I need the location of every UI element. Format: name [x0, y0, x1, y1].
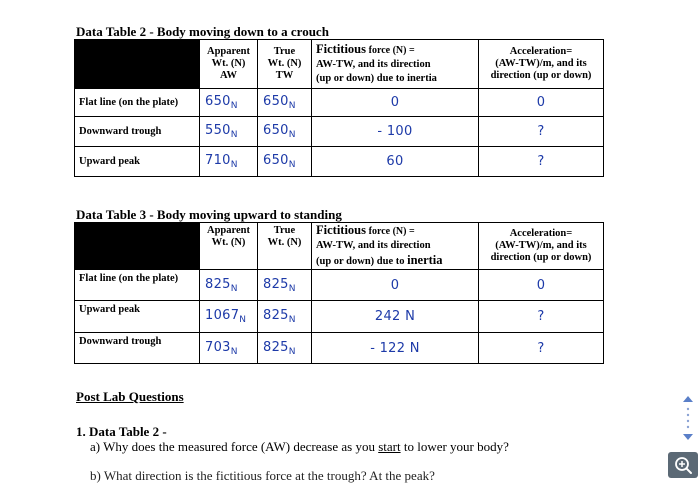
magnifier-icon	[668, 452, 698, 478]
aw-cell: $1067_N$	[200, 301, 258, 333]
post-lab-heading: Post Lab Questions	[76, 389, 184, 404]
table2-header-acceleration: Acceleration= (AW-TW)/m, and its direction (up or down)	[479, 40, 604, 89]
question-1a: a) Why does the measured force (AW) decrease as you start to lower your body?	[90, 439, 509, 454]
table-row	[75, 117, 604, 147]
table-row	[75, 147, 604, 177]
acceleration-cell: 0	[479, 89, 604, 117]
acceleration-cell: ?	[479, 117, 604, 147]
acceleration-cell: ?	[479, 147, 604, 177]
tw-cell: $825_N$	[258, 333, 312, 364]
tw-cell: $650_N$	[258, 89, 312, 117]
tw-cell: $650_N$	[258, 147, 312, 177]
question-1-title: 1. Data Table 2 -	[76, 424, 167, 439]
table2-title: Data Table 2 - Body moving down to a crouch	[76, 24, 329, 39]
table3-header-acceleration: Acceleration= (AW-TW)/m, and its direction (up or down)	[479, 223, 604, 270]
fictitious-cell: - 122 N	[312, 333, 479, 364]
fictitious-cell: - 100	[312, 117, 479, 147]
table2-header-true: True Wt. (N) TW	[258, 40, 312, 89]
question-1b-partial: b) What direction is the fictitious force at the trough? At the peak?	[90, 468, 435, 483]
fictitious-cell: 0	[312, 89, 479, 117]
acceleration-cell: ?	[479, 333, 604, 364]
table-row	[75, 333, 604, 364]
row-label: Flat line (on the plate)	[75, 89, 200, 117]
row-label: Downward trough	[75, 333, 200, 364]
table3-header-apparent: Apparent Wt. (N)	[200, 223, 258, 270]
aw-cell: $703_N$	[200, 333, 258, 364]
row-label: Upward peak	[75, 301, 200, 333]
scroll-dot	[687, 408, 689, 410]
table2-header-fictitious: Fictitious force (N) = AW-TW, and its direction (up or down) due to inertia	[312, 40, 479, 89]
tw-cell: $825_N$	[258, 301, 312, 333]
scroll-dot	[687, 414, 689, 416]
table2-corner-cell	[75, 40, 200, 89]
table-row	[75, 301, 604, 333]
acceleration-cell: 0	[479, 270, 604, 301]
page-scroller[interactable]	[682, 396, 694, 442]
triangle-down-icon	[683, 434, 693, 440]
data-table-3	[74, 222, 604, 364]
tw-cell: $650_N$	[258, 117, 312, 147]
fictitious-cell: 0	[312, 270, 479, 301]
aw-cell: $650_N$	[200, 89, 258, 117]
table3-header-true: True Wt. (N)	[258, 223, 312, 270]
fictitious-cell: 60	[312, 147, 479, 177]
row-label: Upward peak	[75, 147, 200, 177]
data-table-2	[74, 39, 604, 177]
scroll-dot	[687, 426, 689, 428]
aw-cell: $825_N$	[200, 270, 258, 301]
aw-cell: $710_N$	[200, 147, 258, 177]
acceleration-cell: ?	[479, 301, 604, 333]
table-row	[75, 270, 604, 301]
fictitious-cell: 242 N	[312, 301, 479, 333]
row-label: Downward trough	[75, 117, 200, 147]
table-row	[75, 89, 604, 117]
table3-corner-cell	[75, 223, 200, 270]
aw-cell: $550_N$	[200, 117, 258, 147]
zoom-button[interactable]	[668, 452, 698, 478]
table3-header-fictitious: Fictitious force (N) = AW-TW, and its direction (up or down) due to inertia	[312, 223, 479, 270]
table3-title: Data Table 3 - Body moving upward to standing	[76, 207, 342, 222]
scroll-dot	[687, 420, 689, 422]
table2-header-apparent: Apparent Wt. (N) AW	[200, 40, 258, 89]
triangle-up-icon	[683, 396, 693, 402]
tw-cell: $825_N$	[258, 270, 312, 301]
row-label: Flat line (on the plate)	[75, 270, 200, 301]
